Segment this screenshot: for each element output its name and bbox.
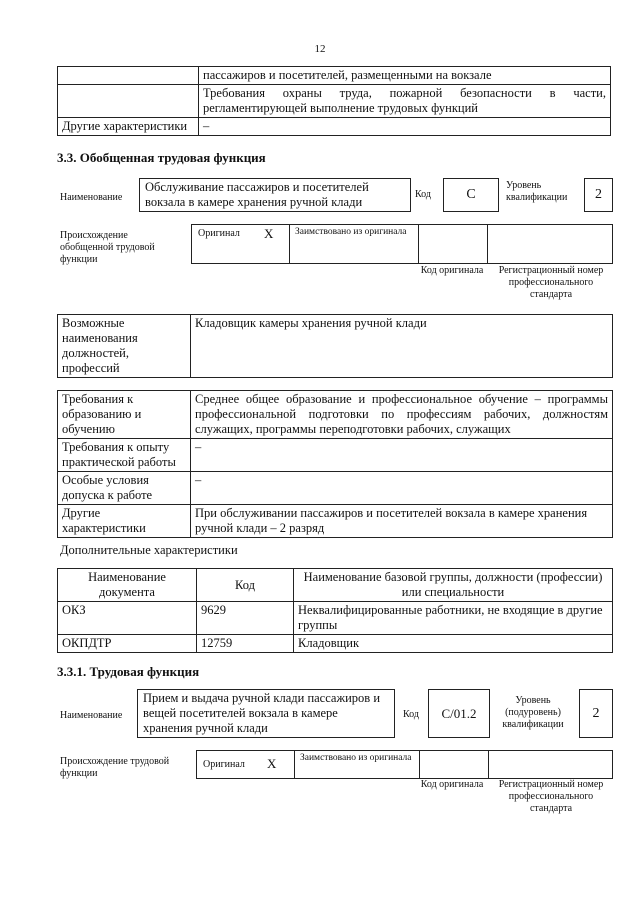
table-cell: – [199,118,611,136]
function-name-box: Обслуживание пассажиров и посетителей вокзала в камере хранения ручной клади [139,178,411,212]
divider [294,751,295,778]
requirement-label: Другие характеристики [58,505,191,538]
divider [418,225,419,263]
table-row [58,85,611,118]
origin-box [196,750,613,779]
requirements-table [57,390,613,538]
table-row [58,315,613,378]
requirement-label: Требования к образованию и обучению [58,391,191,439]
code-original-label: Код оригинала [420,779,484,790]
positions-value: Кладовщик камеры хранения ручной клади [191,315,613,378]
function-name-box: Прием и выдача ручной клади пассажиров и вещей посетителей вокзала в камере хранения ручной клади [137,689,395,738]
table-cell: ОКПДТР [58,635,197,653]
name-label: Наименование [60,192,123,203]
borrowed-label: Заимствовано из оригинала [300,753,412,763]
positions-table [57,314,613,378]
top-table [57,66,611,136]
divider [487,225,488,263]
code-label: Код [415,189,431,200]
table-cell: ОКЗ [58,602,197,635]
table-cell: пассажиров и посетителей, размещенными на вокзале [199,67,611,85]
requirement-label: Особые условия допуска к работе [58,472,191,505]
reg-number-label: Регистрационный номер профессионального стандарта [498,265,604,300]
origin-box [191,224,613,264]
name-label: Наименование [60,710,123,721]
divider [419,751,420,778]
level-label: Уровень квалификации [506,180,568,203]
table-row [58,505,613,538]
table-row [58,472,613,505]
section-heading: 3.3. Обобщенная трудовая функция [57,150,266,165]
table-cell: Другие характеристики [58,118,199,136]
code-original-label: Код оригинала [420,265,484,276]
table-row [58,635,613,653]
code-box: C [443,178,499,212]
requirement-value: Среднее общее образование и профессиональное обучение – программы профессиональной подготовки по профессиям рабочих, должностям служащих, программы переподготовки рабочих, служащих [191,391,613,439]
level-label: Уровень (подуровень) квалификации [502,695,564,730]
level-box: 2 [579,689,613,738]
original-mark: X [267,756,277,771]
table-cell: Неквалифицированные работники, не входящие в другие группы [294,602,613,635]
table-row [58,391,613,439]
column-header: Наименование базовой группы, должности (профессии) или специальности [294,569,613,602]
requirement-value: – [191,439,613,472]
section-heading: 3.3.1. Трудовая функция [57,664,200,679]
borrowed-label: Заимствовано из оригинала [295,227,407,237]
divider [289,225,290,263]
original-label: Оригинал [203,759,245,770]
level-box: 2 [584,178,613,212]
table-cell: 9629 [197,602,294,635]
table-cell: 12759 [197,635,294,653]
column-header: Наименование документа [58,569,197,602]
requirement-value: – [191,472,613,505]
positions-label: Возможные наименования должностей, профессий [58,315,191,378]
code-box: C/01.2 [428,689,490,738]
table-row [58,67,611,85]
original-mark: X [264,226,274,241]
table-cell [58,85,199,118]
table-cell: Требования охраны труда, пожарной безопасности в части, регламентирующей выполнение трудовых функций [199,85,611,118]
additional-heading: Дополнительные характеристики [60,543,238,557]
table-cell: Кладовщик [294,635,613,653]
column-header: Код [197,569,294,602]
reg-number-label: Регистрационный номер профессионального стандарта [498,779,604,814]
origin-label: Происхождение трудовой функции [60,756,170,779]
original-label: Оригинал [198,228,240,239]
table-cell [58,67,199,85]
table-header-row [58,569,613,602]
requirement-label: Требования к опыту практической работы [58,439,191,472]
requirement-value: При обслуживании пассажиров и посетителей вокзала в камере хранения ручной клади – 2 разряд [191,505,613,538]
origin-label: Происхождение обобщенной трудовой функции [60,230,155,265]
additional-table [57,568,613,653]
table-row [58,118,611,136]
divider [488,751,489,778]
table-row [58,439,613,472]
table-row [58,602,613,635]
code-label: Код [403,709,419,720]
page-number: 12 [314,43,326,55]
